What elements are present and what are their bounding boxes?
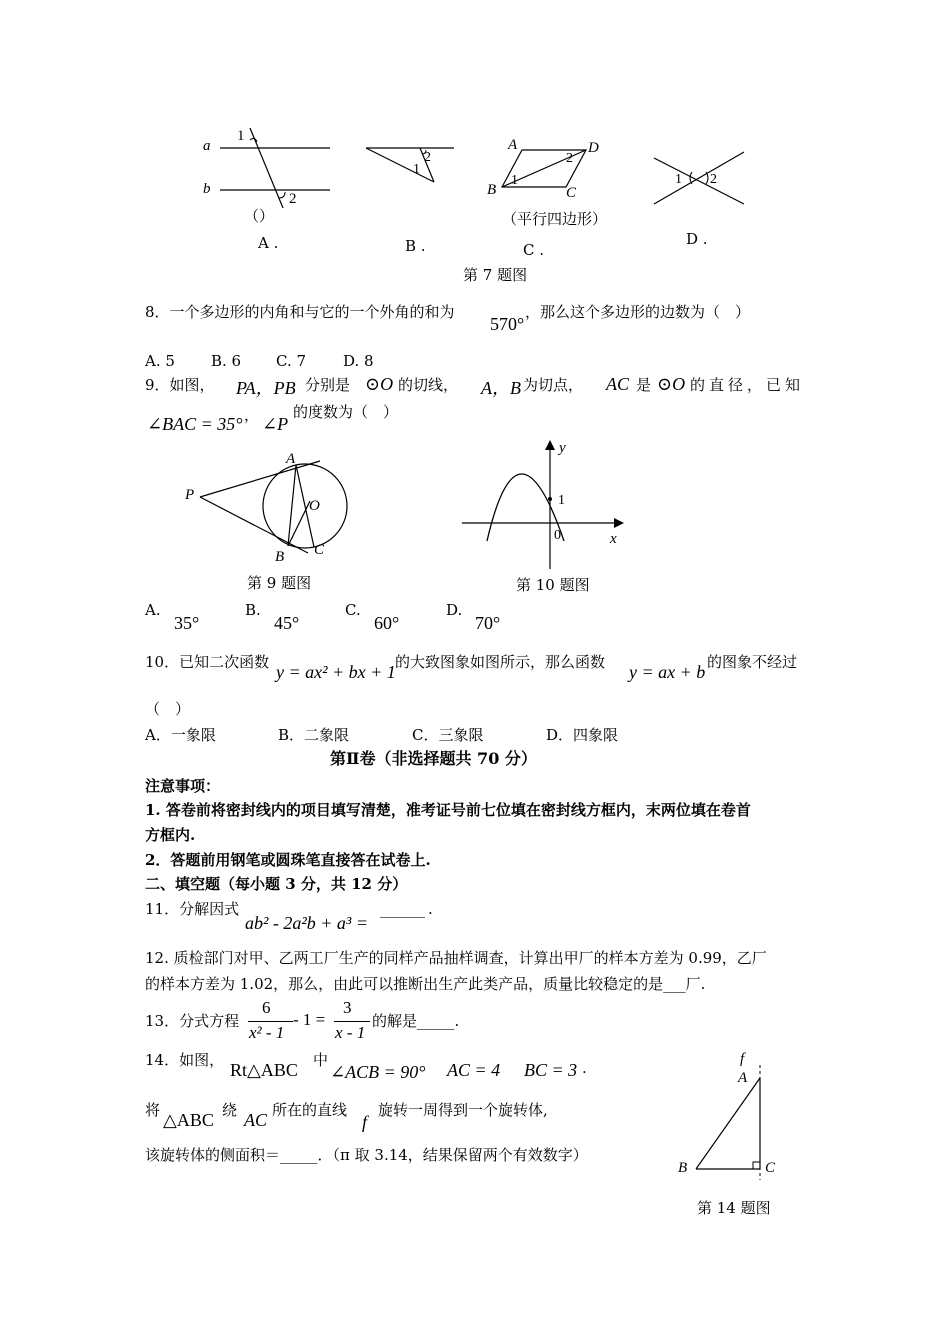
q14-text-2: 所在的直线 (272, 1101, 348, 1119)
q14-line-f: f (362, 1112, 368, 1132)
q9-text-6: 的直径，已知 (690, 376, 805, 394)
q12-line1: 12. 质检部门对甲、乙两工厂生产的同样产品抽样调查，计算出甲厂的样本方差为 0.99，乙厂 (145, 949, 767, 967)
intercept-1-label: 1 (558, 493, 565, 508)
q9-option-c-letter: C. (345, 601, 361, 619)
angle-2-label: 2 (424, 150, 431, 165)
q11-text: 11．分解因式 (145, 900, 240, 918)
q9-a-b: A，B (481, 378, 521, 398)
q14-triangle: △ABC (163, 1110, 214, 1130)
q9-circle-o-2: ⊙O (657, 374, 686, 394)
q10-paren: （ ） (145, 700, 191, 718)
q10-text-1: 10．已知二次函数 (145, 653, 270, 671)
q9-option-a-letter: A. (145, 601, 161, 619)
q14-rt-abc: Rt△ABC (230, 1060, 298, 1080)
point-c: C (314, 542, 325, 558)
q14-text-4: 该旋转体的侧面积＝_____．（π 取 3.14，结果保留两个有效数字） (145, 1146, 588, 1164)
q14-jiang: 将 (145, 1101, 161, 1119)
point-b: B (275, 549, 285, 565)
q10-option-d: D．四象限 (546, 726, 619, 744)
notice-heading: 注意事项： (145, 777, 221, 795)
line-a-label: a (203, 138, 211, 154)
q9-ac: AC (606, 374, 630, 394)
q10-option-b: B．二象限 (278, 726, 350, 744)
q8-text2: ，那么这个多边形的边数为（ ） (525, 303, 751, 321)
q11-end: . (428, 900, 433, 918)
q14-zhong: 中 (313, 1051, 329, 1069)
q9-option-d-letter: D. (446, 601, 463, 619)
q14-bc-value: BC = 3 (524, 1060, 578, 1080)
vertex-c: C (566, 185, 577, 201)
axis-y-label: y (559, 440, 566, 456)
q10-figure (458, 437, 633, 572)
q14-text-1: 14．如图， (145, 1051, 225, 1069)
q7-option-c: C . (523, 241, 545, 259)
q13-text: 13．分式方程 (145, 1012, 240, 1030)
q12-line2: 的样本方差为 1.02，那么，由此可以推断出生产此类产品，质量比较稳定的是___厂. (145, 975, 706, 993)
q11-blank: ______ (380, 900, 425, 918)
angle-1-label: 1 (511, 173, 518, 188)
vertex-c: C (765, 1160, 776, 1176)
q7-option-b: B . (405, 237, 426, 255)
q10-quadratic: y = ax² + bx + 1 (276, 662, 396, 682)
q7-option-a: A . (258, 234, 279, 252)
q7-figure-a (195, 120, 340, 215)
q9-option-c-value: 60° (374, 613, 400, 633)
angle-1-label: 1 (237, 128, 245, 144)
q9-angle-p: ∠P (262, 414, 289, 434)
vertex-d: D (588, 140, 599, 156)
q14-caption: 第 14 题图 (697, 1199, 771, 1217)
point-o: O (309, 498, 320, 514)
q9-text-7: 的度数为（ ） (293, 403, 399, 421)
q9-text-2: 分别是 (305, 376, 351, 394)
q9-text-4: 为切点， (523, 376, 584, 394)
q13-numerator-2: 3 (343, 998, 352, 1017)
q11-expression: ab² - 2a²b + a³ = (245, 913, 368, 933)
q7-fig-c-note: （平行四边形） (502, 210, 608, 228)
q8-option-a: A. 5 (145, 352, 175, 370)
q7-figure-b (360, 140, 460, 190)
vertex-b: B (678, 1160, 688, 1176)
q7-option-d: D . (686, 230, 708, 248)
vertex-b: B (487, 182, 497, 198)
section-fill-blank: 二、填空题（每小题 3 分，共 12 分） (145, 875, 408, 893)
q8-text: 8．一个多边形的内角和与它的一个外角的和为 (145, 303, 455, 321)
q13-denominator-1: x² - 1 (249, 1023, 285, 1042)
q13-denominator-2: x - 1 (335, 1023, 366, 1042)
q9-option-b-value: 45° (274, 613, 300, 633)
q14-angle-acb: ∠ACB = 90° (330, 1062, 426, 1082)
line-f-label: f (740, 1051, 745, 1067)
axis-x-label: x (610, 531, 617, 547)
origin-label: 0 (554, 528, 561, 543)
q9-option-a-value: 35° (174, 613, 200, 633)
q10-caption: 第 10 题图 (516, 576, 590, 594)
q8-option-d: D. 8 (343, 352, 374, 370)
q9-pa-pb: PA，PB (236, 378, 296, 398)
q9-angle-bac: ∠BAC = 35° (147, 414, 243, 434)
q14-ac-line: AC (244, 1110, 268, 1130)
q14-figure (670, 1045, 790, 1180)
notice-1-line2: 方框内. (145, 826, 196, 844)
angle-1-label: 1 (675, 172, 682, 187)
q13-text-2: 的解是_____. (372, 1012, 460, 1030)
q9-caption: 第 9 题图 (247, 574, 312, 592)
q9-comma: ， (244, 406, 260, 424)
q8-option-b: B. 6 (211, 352, 242, 370)
notice-1-line1: 1. 答卷前将密封线内的项目填写清楚，准考证号前七位填在密封线方框内，末两位填在卷首 (145, 801, 751, 819)
line-b-label: b (203, 181, 211, 197)
vertex-a: A (738, 1070, 748, 1086)
q9-option-d-value: 70° (475, 613, 501, 633)
q9-text-5: 是 (636, 376, 652, 394)
q14-ac-value: AC = 4 (447, 1060, 501, 1080)
q7-fig-a-paren: （） (244, 207, 275, 225)
q14-dot: . (582, 1059, 587, 1077)
q9-option-b-letter: B. (245, 601, 261, 619)
q14-rao: 绕 (222, 1101, 238, 1119)
q10-option-a: A．一象限 (145, 726, 216, 744)
q7-figure-d (648, 148, 748, 208)
angle-2-label: 2 (710, 172, 717, 187)
q10-linear: y = ax + b (629, 662, 706, 682)
q8-option-c: C. 7 (276, 352, 307, 370)
q13-numerator-1: 6 (262, 998, 271, 1017)
notice-2: 2．答题前用钢笔或圆珠笔直接答在试卷上. (145, 851, 431, 869)
point-p: P (185, 487, 195, 503)
vertex-a: A (508, 137, 518, 153)
q8-value: 570° (490, 314, 525, 334)
q7-caption: 第 7 题图 (463, 266, 528, 284)
q9-text-3: 的切线， (398, 376, 459, 394)
q10-option-c: C．三象限 (412, 726, 484, 744)
q14-text-3: 旋转一周得到一个旋转体, (378, 1101, 548, 1119)
part2-title: 第Ⅱ卷（非选择题共 70 分） (330, 749, 537, 768)
q9-text-1: 9．如图， (145, 376, 215, 394)
q7-figure-c (482, 132, 607, 202)
angle-1-label: 1 (413, 162, 420, 177)
point-a: A (286, 451, 296, 467)
q9-circle-o: ⊙O (365, 374, 394, 394)
angle-2-label: 2 (289, 191, 297, 207)
q10-text-2: 的大致图象如图所示，那么函数 (395, 653, 606, 671)
q10-text-3: 的图象不经过 (707, 653, 798, 671)
angle-2-label: 2 (566, 151, 573, 166)
q9-figure (178, 445, 358, 570)
q13-middle: - 1 = (293, 1010, 326, 1029)
